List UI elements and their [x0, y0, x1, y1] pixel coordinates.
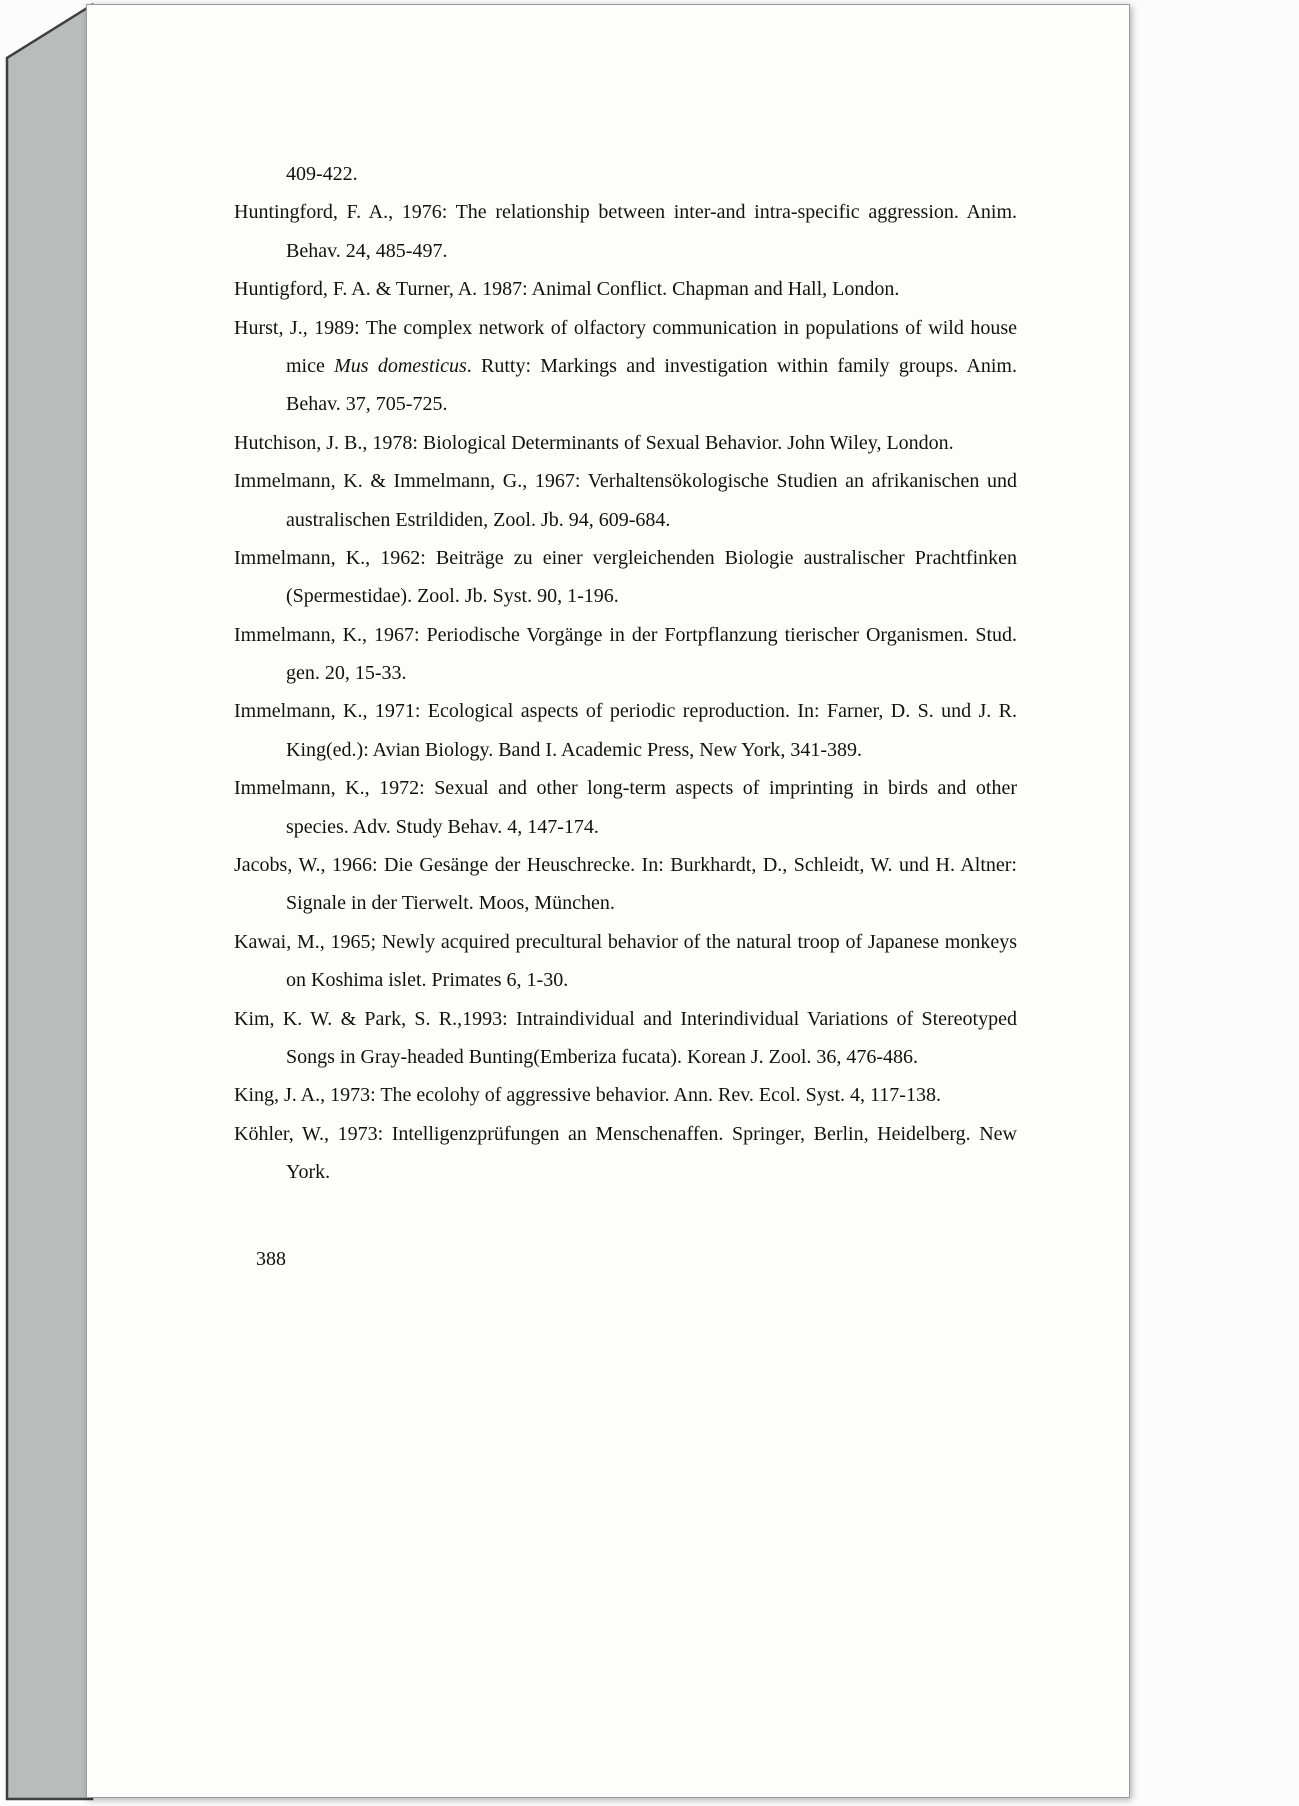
reference-entry [234, 193, 1017, 270]
reference-entry [234, 309, 1017, 424]
references-list [234, 155, 1017, 1192]
page-content [87, 5, 1129, 1797]
page-number: 388 [256, 1247, 286, 1270]
reference-text: Kawai, M., 1965; Newly acquired precultural behavior of the natural troop of Japanese monkeys on Koshima islet. Primates 6, 1-30. [234, 930, 1017, 992]
reference-entry [234, 1076, 1017, 1114]
reference-text: Immelmann, K., 1967: Periodische Vorgänge in der Fortpflanzung tierischer Organismen. Stud. gen. 20, 15-33. [234, 623, 1017, 685]
reference-text: Huntingford, F. A., 1976: The relationship between inter-and intra-specific aggression. Anim. Behav. 24, 485-497. [234, 201, 1017, 262]
reference-entry [234, 424, 1017, 462]
reference-text: Hurst, J., 1989: The complex network of olfactory communication in populations of wild house mice [234, 316, 1017, 377]
reference-text: Huntigford, F. A. & Turner, A. 1987: Animal Conflict. Chapman and Hall, London. [234, 278, 900, 301]
reference-entry [234, 155, 1017, 193]
reference-entry [234, 539, 1017, 616]
reference-entry [234, 270, 1017, 308]
reference-entry [234, 846, 1017, 923]
reference-entry [234, 769, 1017, 846]
reference-text: 409-422. [286, 163, 358, 185]
species-name-italic: Mus domesticus [334, 354, 467, 377]
reference-text: Kim, K. W. & Park, S. R.,1993: Intraindividual and Interindividual Variations of Stereotyped Songs in Gray-headed Bunting(Emberiza fucata). Korean J. Zool. 36, 476-486. [234, 1007, 1017, 1068]
reference-text: Köhler, W., 1973: Intelligenzprüfungen an Menschenaffen. Springer, Berlin, Heidelberg. New York. [234, 1122, 1017, 1184]
reference-text: Immelmann, K., 1971: Ecological aspects of periodic reproduction. In: Farner, D. S. und J. R. King(ed.): Avian Biology. Band I. Academic Press, New York, 341-389. [234, 700, 1017, 761]
reference-entry [234, 1000, 1017, 1077]
reference-text: Immelmann, K., 1962: Beiträge zu einer vergleichenden Biologie australischer Prachtfinken (Spermestidae). Zool. Jb. Syst. 90, 1-196. [234, 546, 1017, 608]
reference-text: Hutchison, J. B., 1978: Biological Determinants of Sexual Behavior. John Wiley, London. [234, 431, 954, 454]
reference-entry [234, 462, 1017, 539]
reference-entry [234, 692, 1017, 769]
reference-entry [234, 1115, 1017, 1192]
page [86, 4, 1130, 1798]
reference-entry [234, 616, 1017, 693]
reference-text: King, J. A., 1973: The ecolohy of aggressive behavior. Ann. Rev. Ecol. Syst. 4, 117-138. [234, 1084, 941, 1107]
reference-text: Immelmann, K. & Immelmann, G., 1967: Verhaltensökologische Studien an afrikanischen und australischen Estrildiden, Zool. Jb. 94, 609-684. [234, 470, 1017, 531]
reference-entry [234, 923, 1017, 1000]
reference-text: . Rutty: Markings and investigation within family groups. Anim. Behav. 37, 705-725. [286, 354, 1017, 416]
reference-text: Jacobs, W., 1966: Die Gesänge der Heuschrecke. In: Burkhardt, D., Schleidt, W. und H. Altner: Signale in der Tierwelt. Moos, München. [234, 854, 1017, 915]
reference-text: Immelmann, K., 1972: Sexual and other long-term aspects of imprinting in birds and other species. Adv. Study Behav. 4, 147-174. [234, 777, 1017, 838]
